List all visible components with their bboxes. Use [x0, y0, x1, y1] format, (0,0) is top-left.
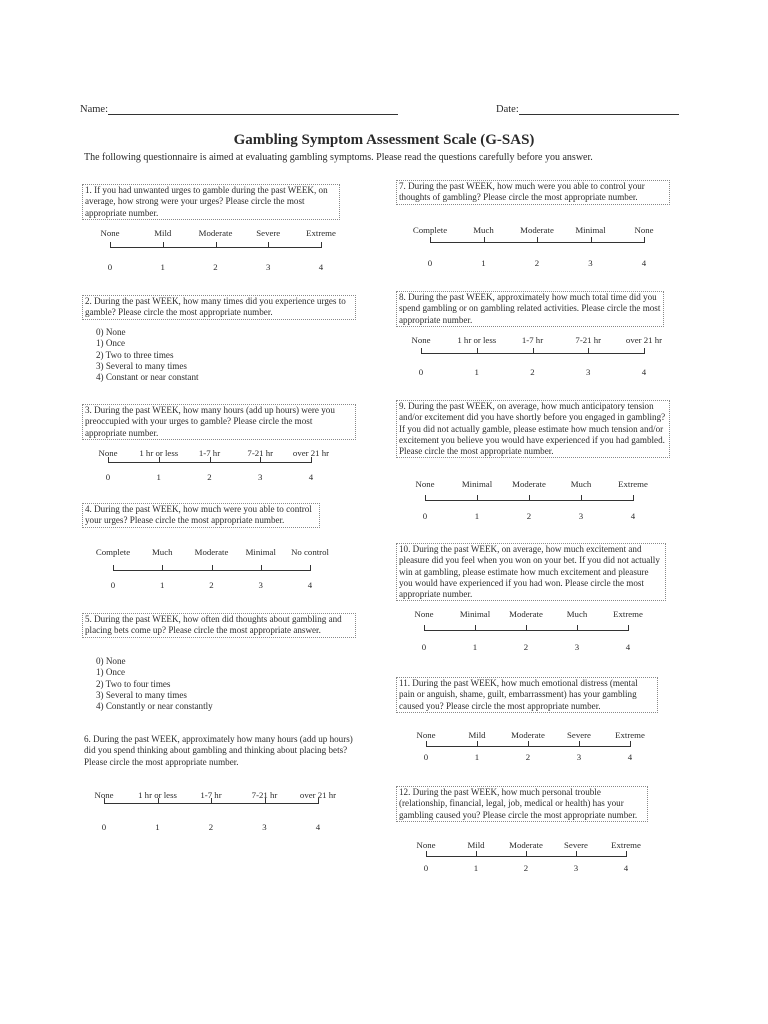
- scale-label: Moderate: [520, 225, 554, 235]
- scale-tick: [630, 741, 631, 747]
- scale-label: None: [94, 790, 114, 800]
- scale-label: Minimal: [459, 609, 491, 619]
- question-10-text: 10. During the past WEEK, on average, how much excitement and pleasure did you feel when you won on your bet. If you did not actually win at gambling, please estimate how much excitement and pleasure you would have experienced if you had won. Please circle the most appropriate number.: [396, 543, 666, 601]
- scale-tick: [268, 242, 269, 248]
- question-5-option[interactable]: 2) Two to four times: [96, 678, 171, 689]
- scale-number[interactable]: 3: [258, 580, 263, 590]
- scale-label: Extreme: [611, 840, 641, 850]
- scale-label: over 21 hr: [625, 335, 663, 345]
- scale-number[interactable]: 2: [207, 472, 212, 482]
- scale-label: Much: [566, 609, 588, 619]
- scale-tick: [211, 798, 212, 804]
- scale-label: over 21 hr: [299, 790, 337, 800]
- scale-number[interactable]: 1: [156, 472, 161, 482]
- scale-tick: [113, 565, 114, 571]
- scale-label: Complete: [95, 547, 131, 557]
- scale-label: Moderate: [198, 228, 233, 238]
- scale-number[interactable]: 1: [472, 642, 478, 652]
- scale-tick: [260, 457, 261, 463]
- question-11-text: 11. During the past WEEK, how much emotional distress (mental pain or anguish, shame, guilt, embarrassment) has your gambling caused you? Please circle the most appropriate number.: [396, 677, 658, 713]
- scale-number[interactable]: 0: [101, 822, 107, 832]
- scale-label: None: [416, 730, 436, 740]
- scale-number[interactable]: 1: [474, 367, 479, 377]
- scale-number[interactable]: 2: [526, 511, 532, 521]
- scale-number[interactable]: 3: [574, 642, 580, 652]
- scale-label: None: [98, 448, 118, 458]
- question-2-options: [96, 327, 199, 383]
- scale-tick: [265, 798, 266, 804]
- question-12-text: 12. During the past WEEK, how much personal trouble (relationship, financial, legal, job, medical or health) has your gambling caused you? Please circle the most appropriate number.: [396, 786, 648, 822]
- scale-label: Severe: [256, 228, 281, 238]
- scale-tick: [526, 625, 527, 631]
- scale-tick: [529, 495, 530, 501]
- scale-tick: [261, 565, 262, 571]
- question-2-text: 2. During the past WEEK, how many times did you experience urges to gamble? Please circle the most appropriate number.: [82, 295, 356, 320]
- scale-number[interactable]: 0: [423, 752, 429, 762]
- scale-tick: [477, 495, 478, 501]
- scale-label: Moderate: [511, 730, 545, 740]
- scale-tick: [163, 242, 164, 248]
- scale-number[interactable]: 1: [474, 511, 480, 521]
- scale-number[interactable]: 1: [474, 752, 480, 762]
- scale-label: None: [416, 840, 436, 850]
- scale-number[interactable]: 2: [523, 863, 529, 873]
- scale-label: Mild: [467, 840, 485, 850]
- scale-number[interactable]: 2: [209, 580, 214, 590]
- scale-tick: [633, 495, 634, 501]
- scale-label: Much: [473, 225, 494, 235]
- scale-label: Extreme: [306, 228, 336, 238]
- scale-label: Much: [151, 547, 173, 557]
- scale-tick: [108, 457, 109, 463]
- scale-number[interactable]: 1: [481, 258, 486, 268]
- scale-label: 1-7 hr: [198, 448, 221, 458]
- scale-number[interactable]: 0: [423, 863, 429, 873]
- scale-number[interactable]: 3: [578, 511, 584, 521]
- scale-number[interactable]: 4: [625, 642, 631, 652]
- scale-number[interactable]: 4: [308, 472, 314, 482]
- question-5-option[interactable]: 4) Constantly or near constantly: [96, 701, 213, 712]
- scale-tick: [216, 242, 217, 248]
- scale-tick: [424, 625, 425, 631]
- question-5-option[interactable]: 0) None: [96, 656, 126, 666]
- question-2-option[interactable]: 4) Constant or near constant: [96, 372, 199, 383]
- scale-number[interactable]: 4: [630, 511, 636, 521]
- scale-tick: [426, 741, 427, 747]
- scale-label: Extreme: [613, 609, 643, 619]
- scale-label: 1 hr or less: [457, 335, 497, 345]
- scale-tick: [477, 348, 478, 354]
- scale-number[interactable]: 0: [418, 367, 424, 377]
- scale-label: Moderate: [509, 609, 543, 619]
- scale-label: Moderate: [509, 840, 543, 850]
- scale-tick: [426, 851, 427, 857]
- scale-number[interactable]: 4: [641, 258, 647, 268]
- scale-tick: [526, 851, 527, 857]
- question-7-text: 7. During the past WEEK, how much were you able to control your thoughts of gambling? Please circle the most appropriate number.: [396, 180, 670, 205]
- scale-label: Minimal: [461, 479, 493, 489]
- date-label: Date:: [496, 104, 519, 115]
- scale-label: None: [411, 335, 431, 345]
- scale-label: Minimal: [575, 225, 606, 235]
- intro-text: The following questionnaire is aimed at evaluating gambling symptoms. Please read the questions carefully before you answer.: [84, 152, 593, 163]
- scale-tick: [321, 242, 322, 248]
- scale-tick: [310, 565, 311, 571]
- scale-tick: [579, 741, 580, 747]
- scale-label: No control: [291, 547, 329, 557]
- scale-number[interactable]: 4: [623, 863, 629, 873]
- scale-label: None: [414, 609, 434, 619]
- scale-number[interactable]: 4: [315, 822, 321, 832]
- scale-tick: [421, 348, 422, 354]
- scale-tick: [110, 242, 111, 248]
- scale-tick: [425, 495, 426, 501]
- scale-label: 1 hr or less: [139, 448, 179, 458]
- scale-label: 1 hr or less: [138, 790, 177, 800]
- question-5-option[interactable]: 1) Once: [96, 667, 126, 678]
- question-2-option[interactable]: 1) Once: [96, 338, 126, 349]
- scale-number[interactable]: 0: [421, 642, 427, 652]
- page-title: Gambling Symptom Assessment Scale (G-SAS): [233, 132, 535, 148]
- name-blank-line[interactable]: [108, 114, 398, 115]
- scale-tick: [537, 237, 538, 243]
- scale-tick: [588, 348, 589, 354]
- question-5-text: 5. During the past WEEK, how often did thoughts about gambling and placing bets come up? Please circle the most appropriate answer.: [82, 613, 356, 638]
- scale-tick: [528, 741, 529, 747]
- scale-tick: [581, 495, 582, 501]
- question-5-options: [96, 656, 213, 712]
- scale-label: 7-21 hr: [247, 448, 274, 458]
- scale-number[interactable]: 3: [573, 863, 579, 873]
- scale-label: Mild: [154, 228, 172, 238]
- scale-tick: [158, 798, 159, 804]
- question-6-text: 6. During the past WEEK, approximately how many hours (add up hours) did you spend thinking about gambling and thinking about placing bets? Please circle the most appropriate number.: [84, 734, 353, 767]
- scale-number[interactable]: 3: [262, 822, 267, 832]
- scale-tick: [626, 851, 627, 857]
- date-field[interactable]: [496, 104, 679, 115]
- scale-tick: [212, 565, 213, 571]
- scale-number[interactable]: 3: [588, 258, 593, 268]
- scale-tick: [162, 565, 163, 571]
- name-label: Name:: [80, 104, 108, 115]
- scale-label: Moderate: [512, 479, 546, 489]
- scale-number[interactable]: 4: [307, 580, 313, 590]
- scale-tick: [533, 348, 534, 354]
- scale-label: 7-21 hr: [575, 335, 602, 345]
- question-2-option[interactable]: 0) None: [96, 327, 126, 337]
- scale-label: Moderate: [194, 547, 229, 557]
- scale-label: 1-7 hr: [521, 335, 544, 345]
- date-blank-line[interactable]: [519, 114, 679, 115]
- scale-tick: [644, 348, 645, 354]
- scale-tick: [644, 237, 645, 243]
- scale-tick: [476, 851, 477, 857]
- scale-tick: [311, 457, 312, 463]
- scale-number[interactable]: 4: [641, 367, 647, 377]
- scale-number[interactable]: 0: [427, 258, 433, 268]
- scale-number[interactable]: 2: [213, 262, 218, 272]
- scale-label: Extreme: [615, 730, 645, 740]
- scale-label: None: [634, 225, 654, 235]
- scale-number[interactable]: 0: [110, 580, 116, 590]
- scale-label: over 21 hr: [292, 448, 330, 458]
- name-field[interactable]: [80, 104, 398, 115]
- scale-number[interactable]: 2: [523, 642, 529, 652]
- question-5-option[interactable]: 3) Several to many times: [96, 689, 187, 700]
- scale-label: None: [415, 479, 435, 489]
- scale-number[interactable]: 4: [627, 752, 633, 762]
- scale-label: Minimal: [245, 547, 276, 557]
- question-8-text: 8. During the past WEEK, approximately how much total time did you spend gambling or on gambling related activities. Please circle the most appropriate number.: [396, 291, 664, 327]
- scale-number[interactable]: 1: [160, 262, 165, 272]
- scale-label: Severe: [567, 730, 591, 740]
- scale-tick: [577, 625, 578, 631]
- scale-number[interactable]: 1: [155, 822, 160, 832]
- scale-number[interactable]: 2: [208, 822, 214, 832]
- scale-number[interactable]: 0: [105, 472, 111, 482]
- scale-number[interactable]: 2: [525, 752, 531, 762]
- scale-number[interactable]: 1: [473, 863, 479, 873]
- scale-tick: [104, 798, 105, 804]
- scale-number[interactable]: 4: [318, 262, 324, 272]
- scale-number[interactable]: 1: [160, 580, 165, 590]
- scale-tick: [576, 851, 577, 857]
- question-9-text: 9. During the past WEEK, on average, how much anticipatory tension and/or excitement did you have shortly before you engaged in gambling? If you did not actually gamble, please estimate how much tension and/or excitement you believe you would have experienced if you had gambled. Please circle the most appropriate number.: [396, 400, 670, 458]
- scale-number[interactable]: 3: [586, 367, 591, 377]
- scale-tick: [484, 237, 485, 243]
- question-1-text: 1. If you had unwanted urges to gamble during the past WEEK, on average, how strong were your urges? Please circle the most appropriate number.: [82, 184, 340, 220]
- scale-label: Extreme: [618, 479, 648, 489]
- scale-tick: [210, 457, 211, 463]
- question-2-option[interactable]: 3) Several to many times: [96, 360, 187, 371]
- scale-label: Mild: [468, 730, 486, 740]
- scale-number[interactable]: 2: [530, 367, 535, 377]
- scale-tick: [159, 457, 160, 463]
- scale-tick: [430, 237, 431, 243]
- scale-tick: [475, 625, 476, 631]
- scale-number[interactable]: 0: [107, 262, 113, 272]
- question-4-text: 4. During the past WEEK, how much were you able to control your urges? Please circle the most appropriate number.: [82, 503, 320, 528]
- scale-number[interactable]: 0: [422, 511, 428, 521]
- scale-number[interactable]: 3: [266, 262, 271, 272]
- scale-number[interactable]: 3: [258, 472, 263, 482]
- scale-tick: [628, 625, 629, 631]
- scale-number[interactable]: 3: [576, 752, 582, 762]
- question-2-option[interactable]: 2) Two to three times: [96, 349, 174, 360]
- scale-label: 1-7 hr: [200, 790, 222, 800]
- scale-label: Severe: [564, 840, 588, 850]
- scale-label: None: [100, 228, 120, 238]
- question-3-text: 3. During the past WEEK, how many hours (add up hours) were you preoccupied with your urges to gamble? Please circle the most appropriate number.: [82, 404, 356, 440]
- scale-number[interactable]: 2: [534, 258, 540, 268]
- scale-label: 7-21 hr: [251, 790, 278, 800]
- scale-label: Complete: [412, 225, 448, 235]
- scale-label: Much: [570, 479, 592, 489]
- scale-tick: [318, 798, 319, 804]
- scale-tick: [477, 741, 478, 747]
- scale-tick: [591, 237, 592, 243]
